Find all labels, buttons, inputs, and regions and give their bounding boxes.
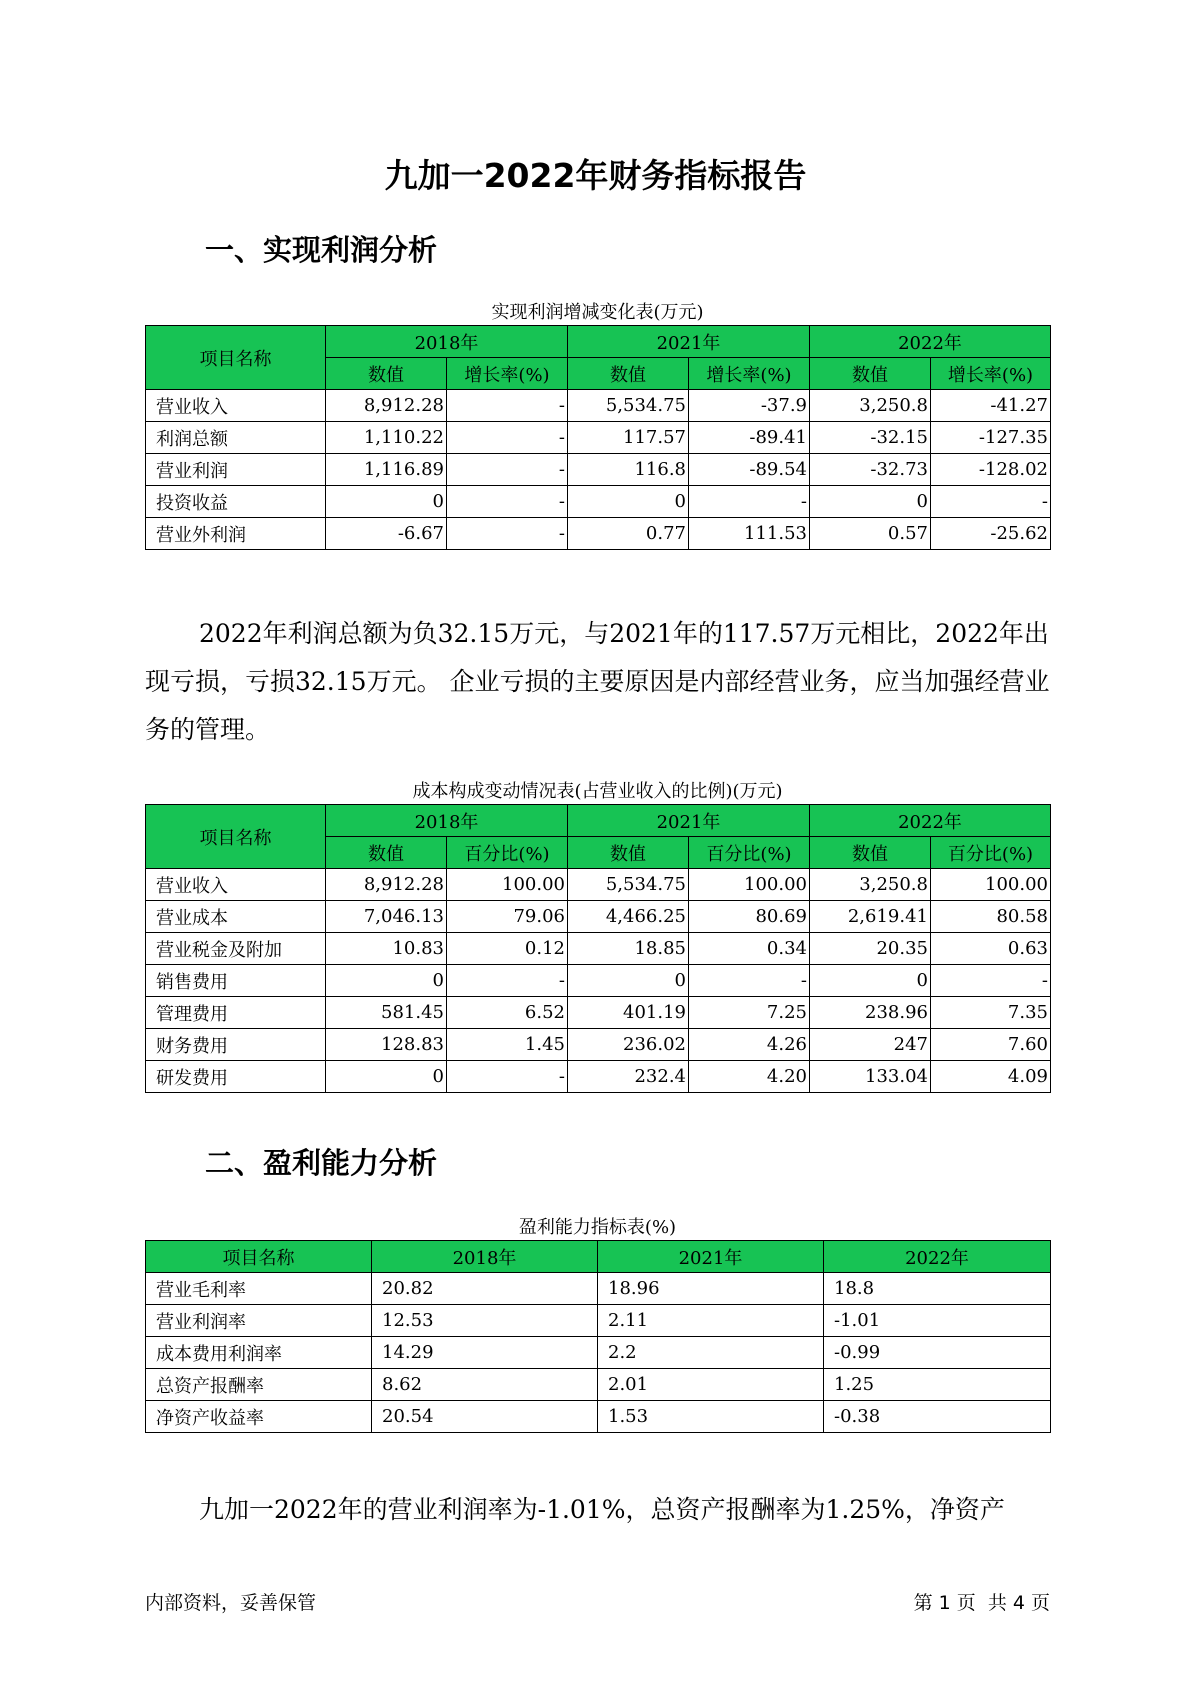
- header-year: 2021年: [598, 1241, 824, 1273]
- table-cell: 7.25: [689, 997, 810, 1029]
- table-row: [146, 454, 1051, 486]
- header-year: 2021年: [568, 805, 810, 837]
- table-cell: 4.26: [689, 1029, 810, 1061]
- header-year: 2018年: [326, 805, 568, 837]
- table-cell: 3,250.8: [810, 869, 931, 901]
- table-row: [146, 422, 1051, 454]
- table-cell: 1.45: [447, 1029, 568, 1061]
- header-item-name: 项目名称: [146, 1241, 372, 1273]
- table-cell: -0.38: [824, 1401, 1051, 1433]
- header-percent: 百分比(%): [447, 837, 568, 869]
- table-caption-profit-change: 实现利润增减变化表(万元): [491, 302, 704, 323]
- table-cell: -6.67: [326, 518, 447, 550]
- header-growth-rate: 增长率(%): [931, 358, 1051, 390]
- table-cell: 0.12: [447, 933, 568, 965]
- table-row: [146, 933, 1051, 965]
- table-cell: -127.35: [931, 422, 1051, 454]
- table-cell: 4.20: [689, 1061, 810, 1093]
- header-value: 数值: [810, 358, 931, 390]
- row-label: 营业收入: [146, 390, 326, 422]
- table-cell: 8.62: [372, 1369, 598, 1401]
- table-cell: 2,619.41: [810, 901, 931, 933]
- table-cell: -89.41: [689, 422, 810, 454]
- row-label: 财务费用: [146, 1029, 326, 1061]
- header-year: 2021年: [568, 326, 810, 358]
- table-cell: 0: [326, 486, 447, 518]
- table-cell: 12.53: [372, 1305, 598, 1337]
- table-cell: 581.45: [326, 997, 447, 1029]
- header-year: 2022年: [824, 1241, 1051, 1273]
- table-row: [146, 518, 1051, 550]
- header-value: 数值: [326, 837, 447, 869]
- table-cell: 0: [326, 1061, 447, 1093]
- table-cell: 18.96: [598, 1273, 824, 1305]
- header-percent: 百分比(%): [931, 837, 1051, 869]
- table-cell: 1,116.89: [326, 454, 447, 486]
- table-cell: 10.83: [326, 933, 447, 965]
- table-cell: 18.8: [824, 1273, 1051, 1305]
- table-cell: -41.27: [931, 390, 1051, 422]
- table-cell: -: [447, 454, 568, 486]
- table-cell: 2.01: [598, 1369, 824, 1401]
- profitability-paragraph: 九加一2022年的营业利润率为-1.01%，总资产报酬率为1.25%，净资产: [199, 1495, 1005, 1524]
- table-cell: 100.00: [931, 869, 1051, 901]
- table-cell: 20.35: [810, 933, 931, 965]
- header-item-name: 项目名称: [146, 326, 326, 390]
- header-item-name: 项目名称: [146, 805, 326, 869]
- row-label: 净资产收益率: [146, 1401, 372, 1433]
- table-cell: 0.57: [810, 518, 931, 550]
- section-heading-profitability: 二、盈利能力分析: [205, 1146, 438, 1180]
- table-cell: 0.34: [689, 933, 810, 965]
- table-cell: 7.60: [931, 1029, 1051, 1061]
- table-cell: 1,110.22: [326, 422, 447, 454]
- table-cell: 5,534.75: [568, 869, 689, 901]
- row-label: 总资产报酬率: [146, 1369, 372, 1401]
- header-value: 数值: [326, 358, 447, 390]
- row-label: 投资收益: [146, 486, 326, 518]
- table-cell: 6.52: [447, 997, 568, 1029]
- table-row: [146, 965, 1051, 997]
- table-cell: 4,466.25: [568, 901, 689, 933]
- table-caption-profitability: 盈利能力指标表(%): [518, 1217, 677, 1238]
- table-cell: 2.11: [598, 1305, 824, 1337]
- table-cell: -: [689, 965, 810, 997]
- table-cell: -: [931, 486, 1051, 518]
- table-cell: 3,250.8: [810, 390, 931, 422]
- header-year: 2018年: [372, 1241, 598, 1273]
- table-cell: 0: [326, 965, 447, 997]
- table-row: [146, 1273, 1051, 1305]
- table-cell: 116.8: [568, 454, 689, 486]
- table-cell: 0.77: [568, 518, 689, 550]
- header-growth-rate: 增长率(%): [447, 358, 568, 390]
- table-cell: -25.62: [931, 518, 1051, 550]
- header-value: 数值: [568, 837, 689, 869]
- table-cell: -: [447, 1061, 568, 1093]
- row-label: 营业毛利率: [146, 1273, 372, 1305]
- table-cell: 1.25: [824, 1369, 1051, 1401]
- row-label: 营业税金及附加: [146, 933, 326, 965]
- table-row: [146, 1061, 1051, 1093]
- profit-change-table: [145, 325, 1051, 550]
- table-row: [146, 1029, 1051, 1061]
- table-row: [146, 1337, 1051, 1369]
- table-cell: 2.2: [598, 1337, 824, 1369]
- table-cell: -: [447, 965, 568, 997]
- row-label: 利润总额: [146, 422, 326, 454]
- table-cell: -32.15: [810, 422, 931, 454]
- row-label: 营业收入: [146, 869, 326, 901]
- table-cell: -: [447, 422, 568, 454]
- table-cell: 80.58: [931, 901, 1051, 933]
- table-cell: 100.00: [689, 869, 810, 901]
- table-cell: -1.01: [824, 1305, 1051, 1337]
- table-cell: 5,534.75: [568, 390, 689, 422]
- profit-analysis-paragraph: 2022年利润总额为负32.15万元，与2021年的117.57万元相比，2022年出现亏损，亏损32.15万元。 企业亏损的主要原因是内部经营业务，应当加强经营业务的管理。: [145, 619, 1050, 744]
- table-cell: -32.73: [810, 454, 931, 486]
- row-label: 营业成本: [146, 901, 326, 933]
- table-cell: 117.57: [568, 422, 689, 454]
- table-row: [146, 390, 1051, 422]
- table-cell: 238.96: [810, 997, 931, 1029]
- row-label: 研发费用: [146, 1061, 326, 1093]
- row-label: 销售费用: [146, 965, 326, 997]
- profitability-table: [145, 1240, 1051, 1433]
- table-cell: 128.83: [326, 1029, 447, 1061]
- table-cell: -128.02: [931, 454, 1051, 486]
- table-cell: 232.4: [568, 1061, 689, 1093]
- table-cell: -: [447, 518, 568, 550]
- table-cell: 401.19: [568, 997, 689, 1029]
- table-cell: 79.06: [447, 901, 568, 933]
- table-cell: 0: [810, 965, 931, 997]
- table-cell: 20.82: [372, 1273, 598, 1305]
- row-label: 营业外利润: [146, 518, 326, 550]
- row-label: 营业利润率: [146, 1305, 372, 1337]
- table-cell: 0: [810, 486, 931, 518]
- table-cell: 4.09: [931, 1061, 1051, 1093]
- table-cell: 7.35: [931, 997, 1051, 1029]
- table-cell: -89.54: [689, 454, 810, 486]
- header-year: 2018年: [326, 326, 568, 358]
- table-cell: -37.9: [689, 390, 810, 422]
- header-growth-rate: 增长率(%): [689, 358, 810, 390]
- row-label: 营业利润: [146, 454, 326, 486]
- row-label: 成本费用利润率: [146, 1337, 372, 1369]
- table-cell: 100.00: [447, 869, 568, 901]
- table-cell: 18.85: [568, 933, 689, 965]
- table-cell: 14.29: [372, 1337, 598, 1369]
- table-row: [146, 1369, 1051, 1401]
- page-title: 九加一2022年财务指标报告: [384, 156, 807, 195]
- table-cell: 111.53: [689, 518, 810, 550]
- table-row: [146, 1305, 1051, 1337]
- table-cell: 7,046.13: [326, 901, 447, 933]
- header-year: 2022年: [810, 326, 1051, 358]
- footer-page-number: 第 1 页 共 4 页: [913, 1592, 1050, 1614]
- footer-confidential-note: 内部资料，妥善保管: [145, 1592, 317, 1614]
- header-percent: 百分比(%): [689, 837, 810, 869]
- header-value: 数值: [568, 358, 689, 390]
- table-caption-cost-structure: 成本构成变动情况表(占营业收入的比例)(万元): [412, 781, 783, 802]
- table-cell: -: [689, 486, 810, 518]
- table-cell: 0: [568, 486, 689, 518]
- table-cell: -: [931, 965, 1051, 997]
- table-cell: 0: [568, 965, 689, 997]
- table-row: [146, 486, 1051, 518]
- table-cell: -: [447, 486, 568, 518]
- table-cell: -: [447, 390, 568, 422]
- cost-structure-table: [145, 804, 1051, 1093]
- table-cell: 80.69: [689, 901, 810, 933]
- table-row: [146, 901, 1051, 933]
- table-cell: -0.99: [824, 1337, 1051, 1369]
- table-cell: 0.63: [931, 933, 1051, 965]
- row-label: 管理费用: [146, 997, 326, 1029]
- section-heading-profit: 一、实现利润分析: [205, 233, 438, 267]
- table-cell: 1.53: [598, 1401, 824, 1433]
- table-cell: 133.04: [810, 1061, 931, 1093]
- table-row: [146, 997, 1051, 1029]
- header-value: 数值: [810, 837, 931, 869]
- table-cell: 8,912.28: [326, 390, 447, 422]
- header-year: 2022年: [810, 805, 1051, 837]
- table-row: [146, 869, 1051, 901]
- table-cell: 8,912.28: [326, 869, 447, 901]
- table-cell: 236.02: [568, 1029, 689, 1061]
- table-cell: 247: [810, 1029, 931, 1061]
- table-cell: 20.54: [372, 1401, 598, 1433]
- table-row: [146, 1401, 1051, 1433]
